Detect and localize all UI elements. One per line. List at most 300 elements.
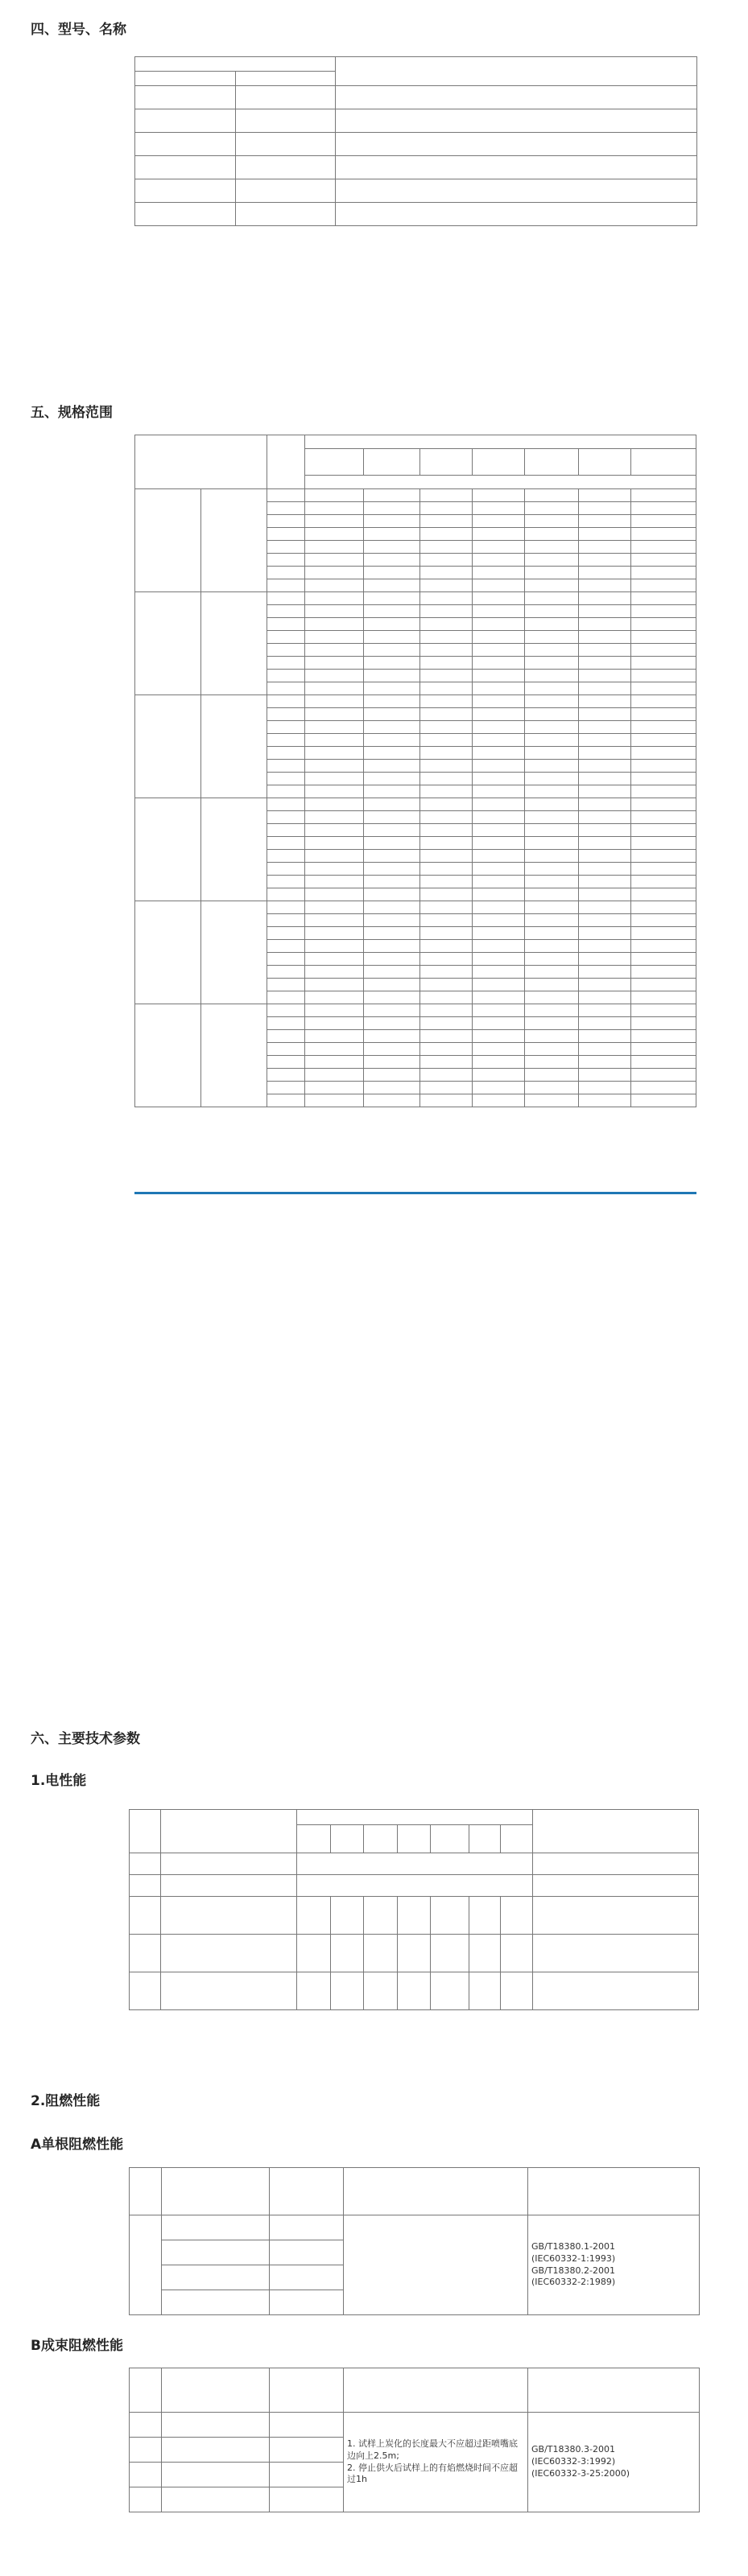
method-line: (IEC60332-2:1989) — [531, 2277, 616, 2288]
spec-row — [135, 798, 696, 811]
test-value — [501, 1935, 532, 1972]
area-range — [364, 721, 420, 734]
area-range — [419, 579, 473, 592]
area-range — [631, 554, 696, 567]
diameter — [162, 2215, 270, 2240]
area-range — [631, 567, 696, 579]
test-method — [532, 1935, 698, 1972]
area-range — [304, 837, 363, 850]
spec-row — [135, 1004, 696, 1017]
header-model — [135, 435, 267, 489]
area-range — [364, 1043, 420, 1056]
electrical-performance-table — [129, 1809, 699, 2010]
model-row — [135, 156, 697, 179]
area-range — [578, 901, 631, 914]
area-range — [578, 1043, 631, 1056]
method-line: GB/T18380.1-2001 — [531, 2240, 615, 2252]
core-count — [267, 644, 304, 657]
diameter — [162, 2265, 270, 2290]
core-count — [267, 863, 304, 876]
area-range — [578, 747, 631, 760]
area-range — [419, 734, 473, 747]
area-range — [304, 528, 363, 541]
area-range — [364, 914, 420, 927]
core-count — [267, 528, 304, 541]
area-range — [419, 1082, 473, 1094]
area-range — [524, 811, 578, 824]
area-range — [524, 734, 578, 747]
copper-model — [135, 203, 236, 226]
area-range — [364, 734, 420, 747]
area-range — [419, 1043, 473, 1056]
core-count — [267, 850, 304, 863]
area-range — [631, 631, 696, 644]
copper-model — [135, 109, 236, 133]
area-range — [631, 502, 696, 515]
voltage-header — [364, 449, 420, 476]
core-count — [267, 618, 304, 631]
row-no — [130, 1972, 161, 2010]
area-range — [631, 773, 696, 785]
core-count — [267, 605, 304, 618]
core-count — [267, 721, 304, 734]
area-range — [524, 979, 578, 991]
area-range — [473, 579, 524, 592]
core-count — [267, 966, 304, 979]
header-code — [130, 2368, 162, 2413]
area-range — [364, 618, 420, 631]
core-count — [267, 515, 304, 528]
test-value — [297, 1897, 330, 1935]
row-no — [130, 1875, 161, 1897]
area-range — [364, 708, 420, 721]
core-count — [267, 1082, 304, 1094]
area-range — [419, 644, 473, 657]
voltage-header — [524, 449, 578, 476]
area-range — [419, 670, 473, 682]
area-range — [578, 605, 631, 618]
area-range — [524, 644, 578, 657]
area-range — [524, 888, 578, 901]
area-range — [419, 567, 473, 579]
area-range — [304, 1069, 363, 1082]
aluminum-model — [236, 203, 336, 226]
area-range — [364, 991, 420, 1004]
single-flame-table — [129, 2167, 700, 2315]
voltage-header — [631, 449, 696, 476]
area-range — [473, 567, 524, 579]
core-count — [267, 631, 304, 644]
diameter — [162, 2240, 270, 2265]
area-range — [419, 914, 473, 927]
area-range — [364, 940, 420, 953]
core-count — [267, 708, 304, 721]
aluminum-model — [236, 86, 336, 109]
core-count — [267, 554, 304, 567]
elec-row — [130, 1972, 699, 2010]
area-range — [631, 837, 696, 850]
area-range — [419, 747, 473, 760]
copper-model — [135, 489, 201, 592]
area-range — [304, 747, 363, 760]
area-range — [364, 1069, 420, 1082]
area-range — [304, 579, 363, 592]
area-range — [578, 1069, 631, 1082]
area-range — [364, 888, 420, 901]
area-range — [304, 670, 363, 682]
area-range — [473, 644, 524, 657]
area-range — [304, 657, 363, 670]
area-range — [524, 682, 578, 695]
area-range — [631, 695, 696, 708]
area-range — [304, 953, 363, 966]
voltage-header — [431, 1825, 469, 1853]
area-range — [631, 1043, 696, 1056]
area-range — [473, 708, 524, 721]
area-range — [524, 863, 578, 876]
area-range — [304, 927, 363, 940]
code — [130, 2487, 162, 2512]
area-range — [473, 515, 524, 528]
header-time — [270, 2368, 344, 2413]
area-range — [578, 927, 631, 940]
area-range — [473, 528, 524, 541]
area-range — [364, 670, 420, 682]
area-range — [419, 592, 473, 605]
area-range — [524, 901, 578, 914]
criteria-line: 1. 试样上炭化的长度最大不应超过距喷嘴底边向上2.5m; — [347, 2438, 518, 2461]
area-range — [473, 657, 524, 670]
area-range — [578, 541, 631, 554]
area-range — [419, 1017, 473, 1030]
area-range — [304, 708, 363, 721]
area-range — [419, 528, 473, 541]
area-range — [364, 798, 420, 811]
area-range — [419, 605, 473, 618]
area-range — [473, 811, 524, 824]
test-method — [532, 1875, 698, 1897]
area-range — [631, 1069, 696, 1082]
area-range — [524, 670, 578, 682]
voltage-header — [501, 1825, 532, 1853]
method-line: (IEC60332-1:1993) — [531, 2252, 616, 2264]
area-range — [473, 670, 524, 682]
area-range — [473, 991, 524, 1004]
spec-row — [135, 901, 696, 914]
area-range — [473, 876, 524, 888]
area-range — [578, 734, 631, 747]
area-range — [631, 1004, 696, 1017]
core-count — [267, 734, 304, 747]
area-range — [578, 991, 631, 1004]
area-range — [364, 554, 420, 567]
test-value — [501, 1897, 532, 1935]
volume — [162, 2413, 270, 2438]
area-range — [473, 631, 524, 644]
area-range — [419, 888, 473, 901]
area-range — [524, 695, 578, 708]
area-range — [524, 605, 578, 618]
model-row — [135, 179, 697, 203]
header-row — [135, 57, 697, 72]
area-range — [364, 953, 420, 966]
core-count — [267, 579, 304, 592]
area-range — [578, 966, 631, 979]
area-range — [364, 657, 420, 670]
core-count — [267, 489, 304, 502]
area-range — [473, 592, 524, 605]
area-range — [419, 798, 473, 811]
elec-row — [130, 1935, 699, 1972]
test-value — [364, 1897, 397, 1935]
area-range — [304, 631, 363, 644]
area-range — [473, 1017, 524, 1030]
area-range — [304, 863, 363, 876]
area-range — [578, 811, 631, 824]
area-range — [419, 966, 473, 979]
area-range — [473, 541, 524, 554]
area-range — [631, 1030, 696, 1043]
core-count — [267, 1004, 304, 1017]
area-range — [304, 1030, 363, 1043]
area-range — [304, 760, 363, 773]
core-count — [267, 888, 304, 901]
method-line: GB/T18380.3-2001 — [531, 2444, 615, 2455]
area-range — [631, 876, 696, 888]
criteria — [344, 2413, 528, 2512]
core-count — [267, 914, 304, 927]
area-range — [364, 1030, 420, 1043]
method-line: (IEC60332-3:1992) — [531, 2456, 616, 2467]
code — [130, 2215, 162, 2315]
header-row — [135, 435, 696, 449]
area-range — [631, 708, 696, 721]
area-range — [419, 1069, 473, 1082]
criteria — [344, 2215, 528, 2315]
cable-name — [336, 109, 697, 133]
area-range — [524, 1069, 578, 1082]
area-range — [473, 785, 524, 798]
area-range — [364, 773, 420, 785]
area-range — [473, 773, 524, 785]
area-range — [419, 554, 473, 567]
area-range — [473, 979, 524, 991]
area-range — [364, 528, 420, 541]
diameter — [162, 2290, 270, 2315]
area-range — [419, 824, 473, 837]
area-range — [304, 991, 363, 1004]
area-range — [364, 502, 420, 515]
core-count — [267, 1030, 304, 1043]
area-range — [473, 489, 524, 502]
area-range — [473, 824, 524, 837]
area-range — [524, 541, 578, 554]
area-range — [578, 1030, 631, 1043]
header-copper — [135, 72, 236, 86]
test-value — [397, 1897, 430, 1935]
test-item — [161, 1875, 297, 1897]
area-range — [524, 837, 578, 850]
area-range — [524, 824, 578, 837]
area-range — [578, 644, 631, 657]
area-range — [631, 850, 696, 863]
test-method — [532, 1853, 698, 1875]
header-item — [161, 1810, 297, 1853]
voltage-header — [330, 1825, 363, 1853]
header-area — [304, 476, 696, 489]
area-range — [631, 785, 696, 798]
area-range — [524, 1004, 578, 1017]
spec-row — [135, 592, 696, 605]
area-range — [473, 888, 524, 901]
area-range — [364, 541, 420, 554]
area-range — [419, 760, 473, 773]
criteria-line: 2. 停止供火后试样上的有焰燃烧时间不应超过1h — [347, 2462, 518, 2485]
core-count — [267, 785, 304, 798]
area-range — [524, 515, 578, 528]
area-range — [304, 850, 363, 863]
area-range — [631, 1017, 696, 1030]
core-count — [267, 657, 304, 670]
subsection-title-bundle-flame: B成束阻燃性能 — [31, 2338, 123, 2354]
test-value — [297, 1875, 532, 1897]
area-range — [524, 747, 578, 760]
area-range — [364, 1004, 420, 1017]
flame-row — [130, 2215, 700, 2240]
elec-row — [130, 1853, 699, 1875]
area-range — [419, 708, 473, 721]
test-value — [431, 1935, 469, 1972]
area-range — [524, 1094, 578, 1107]
area-range — [304, 811, 363, 824]
area-range — [364, 695, 420, 708]
area-range — [631, 734, 696, 747]
area-range — [304, 1056, 363, 1069]
area-range — [304, 592, 363, 605]
area-range — [364, 979, 420, 991]
area-range — [419, 1004, 473, 1017]
model-row — [135, 86, 697, 109]
area-range — [524, 773, 578, 785]
area-range — [419, 991, 473, 1004]
area-range — [578, 592, 631, 605]
core-count — [267, 811, 304, 824]
core-count — [267, 1069, 304, 1082]
area-range — [364, 1056, 420, 1069]
header-volume — [162, 2368, 270, 2413]
core-count — [267, 824, 304, 837]
area-range — [524, 528, 578, 541]
header-row — [130, 1810, 699, 1825]
aluminum-model — [236, 179, 336, 203]
copper-model — [135, 133, 236, 156]
area-range — [304, 695, 363, 708]
header-method — [528, 2168, 700, 2215]
area-range — [524, 914, 578, 927]
area-range — [304, 914, 363, 927]
header-method — [528, 2368, 700, 2413]
area-range — [578, 837, 631, 850]
area-range — [631, 914, 696, 927]
test-value — [330, 1972, 363, 2010]
test-item — [161, 1853, 297, 1875]
section-title-params: 六、主要技术参数 — [31, 1731, 140, 1747]
area-range — [304, 901, 363, 914]
area-range — [578, 579, 631, 592]
core-count — [267, 670, 304, 682]
test-method — [532, 1972, 698, 2010]
area-range — [364, 567, 420, 579]
aluminum-model — [200, 901, 267, 1004]
area-range — [364, 747, 420, 760]
fire-time — [270, 2215, 344, 2240]
area-range — [578, 1017, 631, 1030]
cable-name — [336, 133, 697, 156]
aluminum-model — [200, 798, 267, 901]
area-range — [419, 541, 473, 554]
area-range — [419, 618, 473, 631]
area-range — [419, 785, 473, 798]
test-value — [364, 1972, 397, 2010]
header-rated-voltage — [304, 435, 696, 449]
area-range — [578, 760, 631, 773]
test-value — [501, 1972, 532, 2010]
area-range — [631, 605, 696, 618]
aluminum-model — [200, 1004, 267, 1107]
area-range — [364, 876, 420, 888]
area-range — [524, 657, 578, 670]
area-range — [578, 914, 631, 927]
model-row — [135, 133, 697, 156]
section-title-specs: 五、规格范围 — [31, 405, 113, 421]
area-range — [524, 798, 578, 811]
fire-time — [270, 2463, 344, 2487]
area-range — [364, 850, 420, 863]
area-range — [364, 837, 420, 850]
area-range — [631, 760, 696, 773]
area-range — [364, 644, 420, 657]
area-range — [304, 682, 363, 695]
area-range — [473, 850, 524, 863]
area-range — [524, 1030, 578, 1043]
core-count — [267, 747, 304, 760]
test-value — [297, 1853, 532, 1875]
row-no — [130, 1935, 161, 1972]
model-row — [135, 203, 697, 226]
area-range — [304, 785, 363, 798]
area-range — [364, 489, 420, 502]
area-range — [304, 824, 363, 837]
area-range — [473, 863, 524, 876]
core-count — [267, 1043, 304, 1056]
area-range — [304, 644, 363, 657]
cable-name — [336, 179, 697, 203]
fire-time — [270, 2290, 344, 2315]
core-count — [267, 940, 304, 953]
code — [130, 2438, 162, 2463]
area-range — [364, 605, 420, 618]
area-range — [419, 876, 473, 888]
volume — [162, 2487, 270, 2512]
area-range — [419, 1056, 473, 1069]
header-rated-voltage — [297, 1810, 532, 1825]
test-value — [297, 1935, 330, 1972]
area-range — [419, 927, 473, 940]
area-range — [524, 760, 578, 773]
area-range — [631, 541, 696, 554]
area-range — [578, 657, 631, 670]
core-count — [267, 876, 304, 888]
